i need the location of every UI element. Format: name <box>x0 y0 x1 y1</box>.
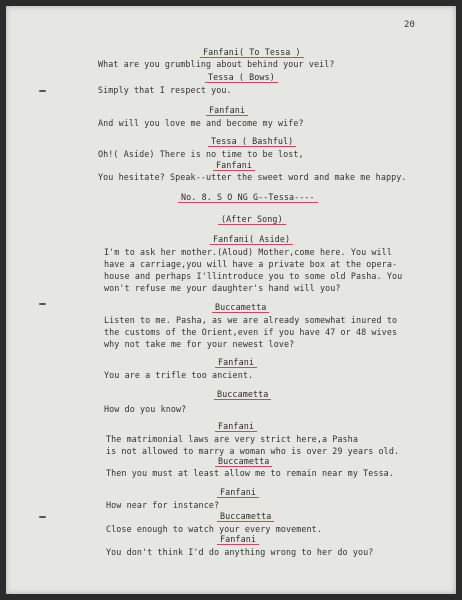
dialogue-line: the customs of the Orient,even if you have 47 or 48 wives <box>104 327 398 337</box>
dialogue-line: Then you must at least allow me to remain near my Tessa. <box>106 468 394 478</box>
speaker-heading: Fanfani( To Tessa ) <box>203 47 301 57</box>
page-number: 20 <box>404 20 416 30</box>
speaker-heading: Buccametta <box>220 511 272 521</box>
dialogue-line: Close enough to watch your every movement. <box>106 524 322 534</box>
speaker-heading: Buccametta <box>218 456 270 466</box>
dialogue-line: Simply that I respect you. <box>98 85 232 95</box>
speaker-heading: Fanfani <box>220 534 256 544</box>
red-underline <box>178 202 318 203</box>
dialogue-line: You are a trifle too ancient. <box>104 370 254 380</box>
red-underline <box>212 312 269 313</box>
red-underline <box>215 367 257 368</box>
dialogue-line: house and perhaps I'llintroduce you to some old Pasha. You <box>104 271 403 281</box>
red-underline <box>217 544 259 545</box>
red-underline <box>213 170 255 171</box>
dialogue-line: How near for instance? <box>106 500 220 510</box>
typescript-page <box>6 6 456 594</box>
red-underline <box>215 466 272 467</box>
speaker-heading: Tessa ( Bows) <box>208 72 275 82</box>
red-underline <box>206 115 248 116</box>
red-underline <box>208 146 296 147</box>
dialogue-line: The matrimonial laws are very strict here,a Pasha <box>106 434 358 444</box>
dialogue-line: Listen to me. Pasha, as we are already somewhat inured to <box>104 315 398 325</box>
speaker-heading: No. 8. S O NG G--Tessa---- <box>181 192 315 202</box>
speaker-heading: Fanfani <box>216 160 252 170</box>
speaker-heading: Buccametta <box>215 302 267 312</box>
dialogue-line: won't refuse me your daughter's hand will you? <box>104 283 341 293</box>
dialogue-line: I'm to ask her mother.(Aloud) Mother,come here. You will <box>104 247 392 257</box>
dialogue-line: And will you love me and become my wife? <box>98 118 304 128</box>
dialogue-line: have a carriage,you will have a private box at the opera- <box>104 259 398 269</box>
dialogue-line: What are you grumbling about behind your veil? <box>98 59 335 69</box>
red-underline <box>218 224 286 225</box>
speaker-heading: Buccametta <box>217 389 269 399</box>
speaker-heading: Fanfani <box>218 357 254 367</box>
dialogue-line: You hesitate? Speak--utter the sweet word and make me happy. <box>98 172 407 182</box>
margin-mark <box>39 303 46 305</box>
speaker-heading: Fanfani <box>218 421 254 431</box>
red-underline <box>205 82 278 83</box>
dialogue-line: why not take me for your newest love? <box>104 339 295 349</box>
margin-mark <box>39 90 46 92</box>
speaker-heading: Tessa ( Bashful) <box>211 136 294 146</box>
red-underline <box>214 399 271 400</box>
margin-mark <box>39 516 46 518</box>
speaker-heading: Fanfani <box>220 487 256 497</box>
red-underline <box>217 497 259 498</box>
speaker-heading: (After Song) <box>221 214 283 224</box>
dialogue-line: Oh!( Aside) There is no time to be lost, <box>98 149 304 159</box>
dialogue-line: You don't think I'd do anything wrong to her do you? <box>106 547 374 557</box>
dialogue-line: is not allowed to marry a woman who is over 29 years old. <box>106 446 400 456</box>
red-underline <box>200 57 304 58</box>
speaker-heading: Fanfani <box>209 105 245 115</box>
speaker-heading: Fanfani( Aside) <box>213 234 291 244</box>
red-underline <box>217 521 274 522</box>
red-underline <box>215 431 257 432</box>
dialogue-line: How do you know? <box>104 404 187 414</box>
red-underline <box>210 244 293 245</box>
